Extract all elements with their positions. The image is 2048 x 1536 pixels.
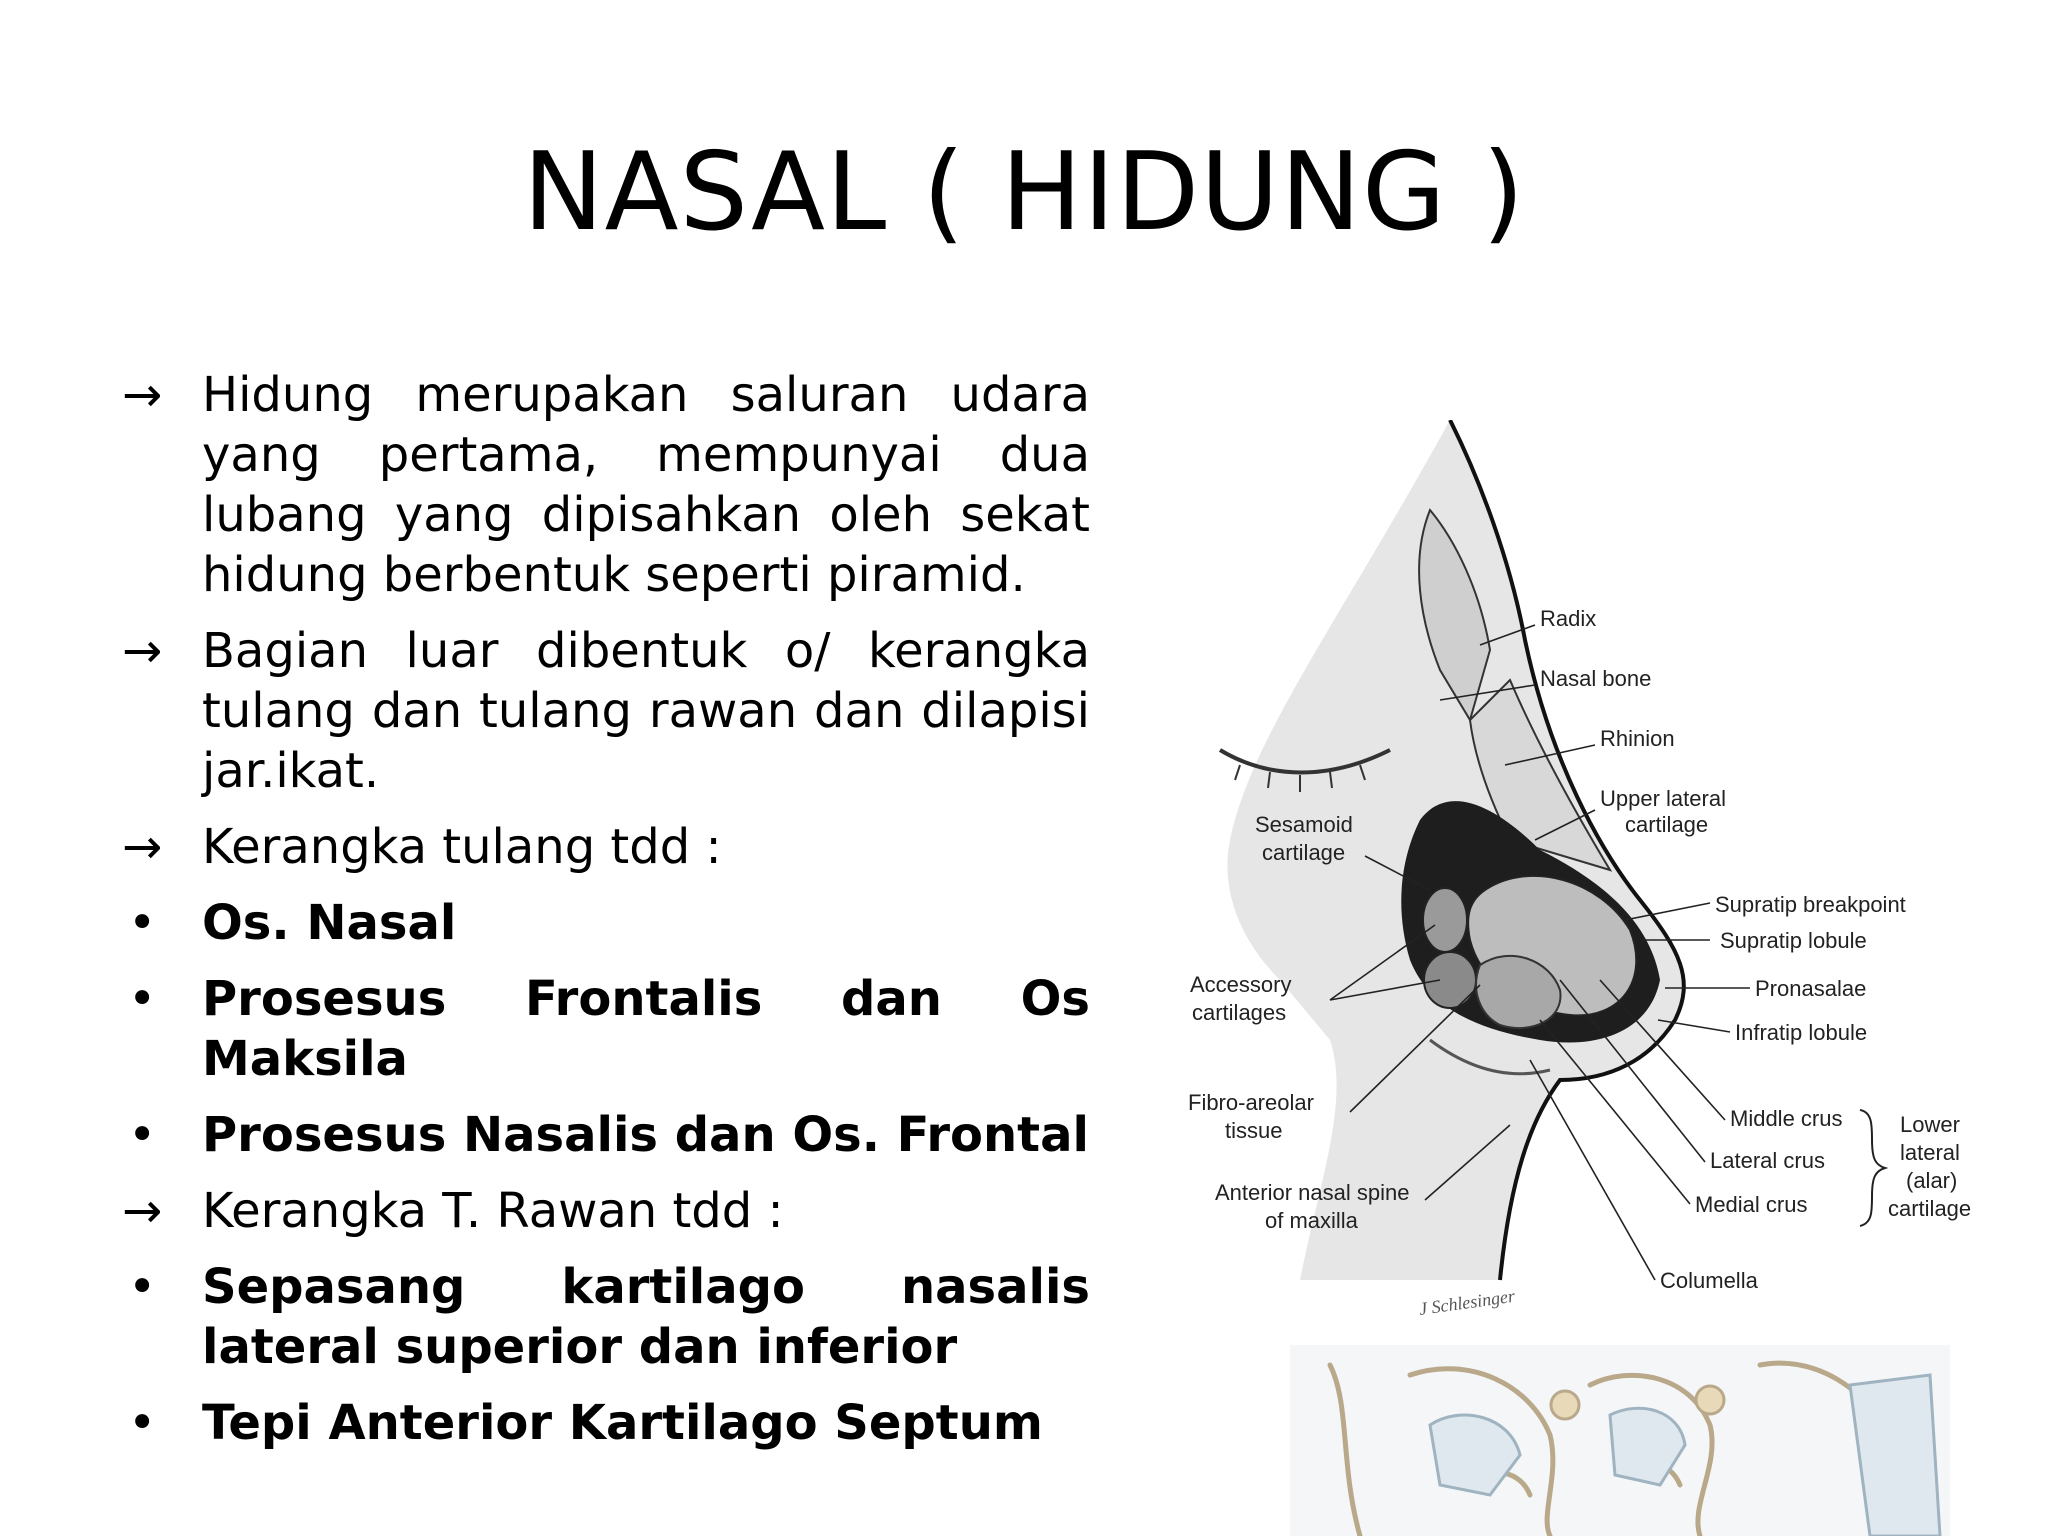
slide-title: NASAL ( HIDUNG ) [522, 130, 1526, 255]
bullet-marker: • [128, 895, 157, 951]
label-upper-lateral-1: Upper lateral [1600, 786, 1726, 811]
cartoon-illustration [1290, 1345, 1950, 1536]
label-infratip-lobule: Infratip lobule [1735, 1020, 1868, 1045]
nose-anatomy-figure [1180, 420, 2000, 1320]
label-rhinion: Rhinion [1600, 726, 1675, 751]
bullet-marker: • [128, 1107, 157, 1163]
artist-signature: J Schlesinger [1417, 1285, 1517, 1319]
label-upper-lateral-2: cartilage [1625, 812, 1709, 837]
bullet-marker: • [128, 1259, 157, 1315]
bullet-marker: • [128, 971, 157, 1027]
item-text: Hidung merupakan saluran udara yang pertama, mempunyai dua lubang yang dipisahkan oleh sekat hidung berbentuk seperti piramid. [202, 367, 1090, 603]
label-supratip-lobule: Supratip lobule [1720, 928, 1867, 953]
item-text: Prosesus Frontalis dan Os Maksila [202, 971, 1090, 1087]
item-text: Kerangka T. Rawan tdd : [202, 1183, 784, 1239]
item-text: Tepi Anterior Kartilago Septum [202, 1395, 1043, 1451]
label-accessory-2: cartilages [1192, 1000, 1287, 1025]
label-pronasalae: Pronasalae [1755, 976, 1867, 1001]
label-lateral-crus: Lateral crus [1710, 1148, 1825, 1173]
label-nasal-bone: Nasal bone [1540, 666, 1652, 691]
label-columella: Columella [1660, 1268, 1758, 1293]
label-radix: Radix [1540, 606, 1597, 631]
label-accessory-1: Accessory [1190, 972, 1292, 997]
label-lower-lateral-4: cartilage [1888, 1196, 1972, 1221]
item-text: Prosesus Nasalis dan Os. Frontal [202, 1107, 1089, 1163]
label-anterior-1: Anterior nasal spine [1215, 1180, 1410, 1205]
label-fibro-2: tissue [1225, 1118, 1283, 1143]
arrow-marker: → [122, 367, 163, 423]
cartoon-sketch [1290, 1345, 1950, 1536]
nose-anatomy-illustration [1180, 420, 2000, 1320]
brace-icon [1860, 1110, 1885, 1226]
arrow-item [122, 1181, 1090, 1241]
bullet-item [122, 1393, 1090, 1453]
arrow-marker: → [122, 819, 163, 875]
arrow-item [122, 365, 1090, 605]
bullet-item [122, 1105, 1090, 1165]
item-text: Bagian luar dibentuk o/ kerangka tulang dan tulang rawan dan dilapisi jar.ikat. [202, 623, 1090, 799]
arrow-marker: → [122, 1183, 163, 1239]
slide-content [122, 365, 1090, 1469]
arrow-marker: → [122, 623, 163, 679]
item-text: Os. Nasal [202, 895, 457, 951]
bullet-marker: • [128, 1395, 157, 1451]
label-middle-crus: Middle crus [1730, 1106, 1843, 1131]
label-fibro-1: Fibro-areolar [1188, 1090, 1314, 1115]
bullet-item [122, 1257, 1090, 1377]
bullet-item [122, 893, 1090, 953]
item-text: Sepasang kartilago nasalis lateral superior dan inferior [202, 1259, 1090, 1375]
label-sesamoid-2: cartilage [1262, 840, 1346, 865]
label-lower-lateral-3: (alar) [1906, 1168, 1958, 1193]
label-sesamoid-1: Sesamoid [1255, 812, 1353, 837]
label-medial-crus: Medial crus [1695, 1192, 1808, 1217]
label-lower-lateral-1: Lower [1900, 1112, 1960, 1137]
label-supratip-breakpoint: Supratip breakpoint [1715, 892, 1906, 917]
arrow-item [122, 817, 1090, 877]
label-anterior-2: of maxilla [1265, 1208, 1358, 1233]
bullet-item [122, 969, 1090, 1089]
label-lower-lateral-2: lateral [1900, 1140, 1960, 1165]
arrow-item [122, 621, 1090, 801]
item-text: Kerangka tulang tdd : [202, 819, 722, 875]
